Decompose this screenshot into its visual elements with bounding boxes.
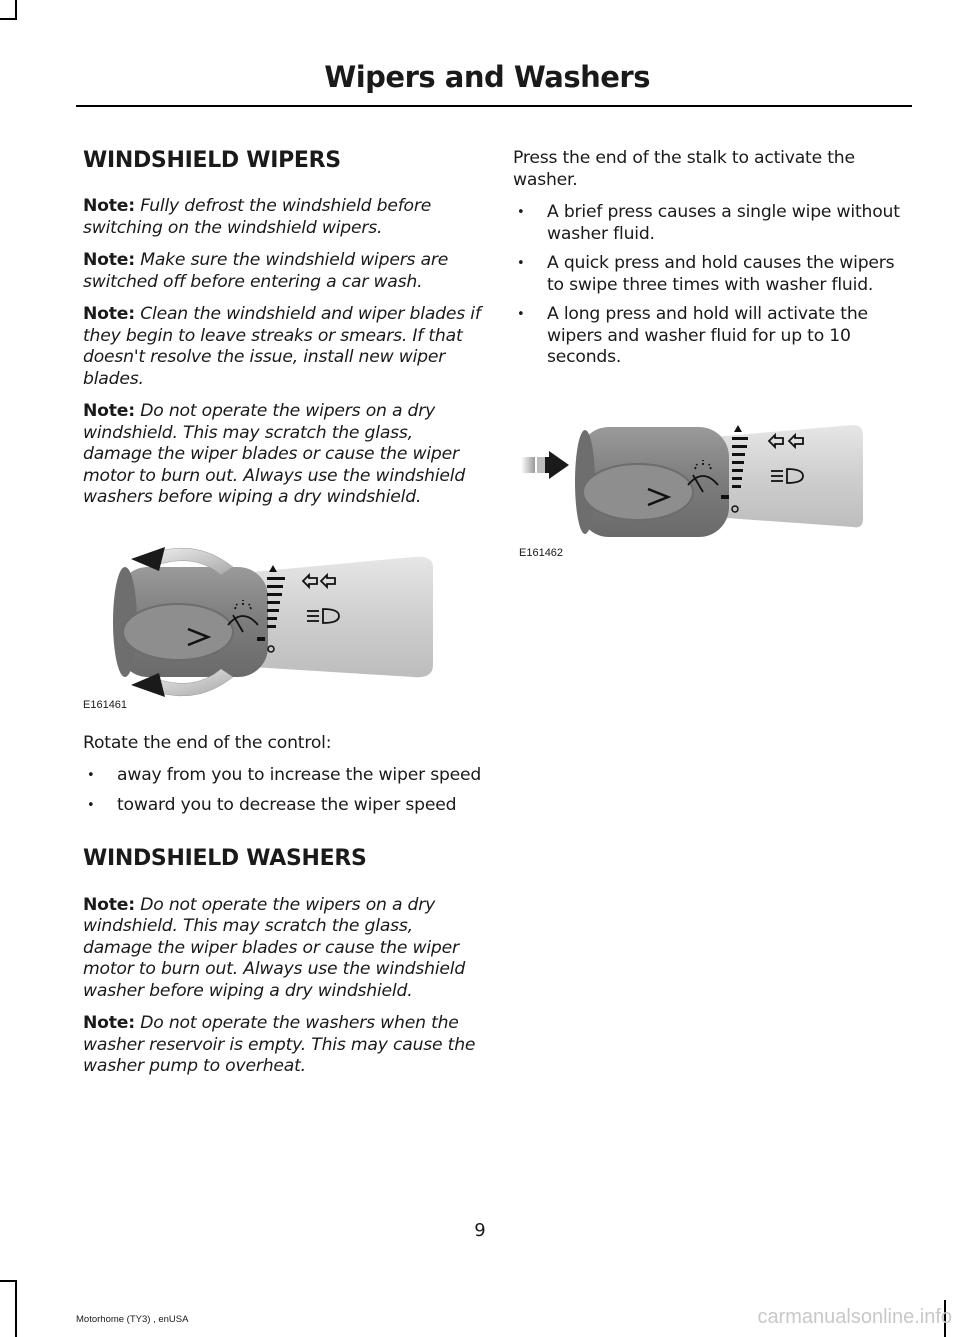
note-label: Note:	[83, 1013, 135, 1034]
right-column	[513, 148, 913, 557]
figure-wiper-stalk-press	[513, 407, 913, 557]
note-label: Note:	[83, 894, 135, 915]
note-text: Do not operate the wipers on a dry windshield. This may scratch the glass, damage the wiper blades or cause the wiper motor to burn out. Always use the windshield washer before wiping a dry windshield.	[83, 894, 466, 1001]
crop-mark-bottom-left-h	[0, 1280, 17, 1282]
note-text: Fully defrost the windshield before switching on the windshield wipers.	[83, 196, 432, 238]
list-item: • A quick press and hold causes the wipers to swipe three times with washer fluid.	[513, 253, 913, 296]
rotate-list	[83, 765, 483, 816]
left-column	[83, 148, 483, 1089]
note	[83, 401, 483, 509]
note-text: Make sure the windshield wipers are switched off before entering a car wash.	[83, 250, 449, 292]
note-label: Note:	[83, 401, 135, 422]
rotate-intro: Rotate the end of the control:	[83, 732, 332, 753]
footer-doc-info: Motorhome (TY3) , enUSA	[76, 1314, 189, 1325]
crop-mark-top-left-h	[0, 18, 17, 20]
note	[83, 196, 483, 239]
figure-wiper-stalk-rotate	[83, 537, 483, 717]
press-intro: Press the end of the stalk to activate the washer.	[513, 148, 855, 190]
heading-windshield-washers: WINDSHIELD WASHERS	[83, 846, 367, 872]
note	[83, 1013, 483, 1078]
list-item: • toward you to decrease the wiper speed	[83, 795, 483, 817]
list-item: • away from you to increase the wiper speed	[83, 765, 483, 787]
figure-code: E161462	[519, 546, 564, 559]
note-text: Clean the windshield and wiper blades if they begin to leave streaks or smears. If that doesn't resolve the issue, install new wiper blades.	[83, 304, 481, 389]
crop-mark-bottom-left	[15, 1280, 17, 1337]
crop-mark-top-left	[15, 0, 17, 20]
list-item: • A long press and hold will activate the wipers and washer fluid for up to 10 seconds.	[513, 304, 913, 369]
page-number: 9	[474, 1220, 486, 1241]
note	[83, 250, 483, 293]
press-list	[513, 202, 913, 369]
wiper-stalk-illustration	[83, 537, 483, 717]
figure-code: E161461	[83, 698, 128, 711]
washer-stalk-illustration	[513, 407, 913, 557]
header-rule	[76, 105, 912, 107]
note	[83, 304, 483, 390]
watermark: carmanualsonline.info	[757, 1306, 952, 1328]
note-label: Note:	[83, 304, 135, 325]
push-arrow-icon	[521, 451, 569, 479]
section-title: Wipers and Washers	[324, 60, 650, 94]
heading-windshield-wipers: WINDSHIELD WIPERS	[83, 148, 341, 173]
note-label: Note:	[83, 196, 135, 217]
note-text: Do not operate the washers when the washer reservoir is empty. This may cause the washer pump to overheat.	[83, 1013, 476, 1077]
note-label: Note:	[83, 250, 135, 271]
note-text: Do not operate the wipers on a dry windshield. This may scratch the glass, damage the wiper blades or cause the wiper motor to burn out. Always use the windshield washers before wiping a dry windshield.	[83, 401, 466, 508]
note	[83, 895, 483, 1003]
list-item: • A brief press causes a single wipe without washer fluid.	[513, 202, 913, 245]
